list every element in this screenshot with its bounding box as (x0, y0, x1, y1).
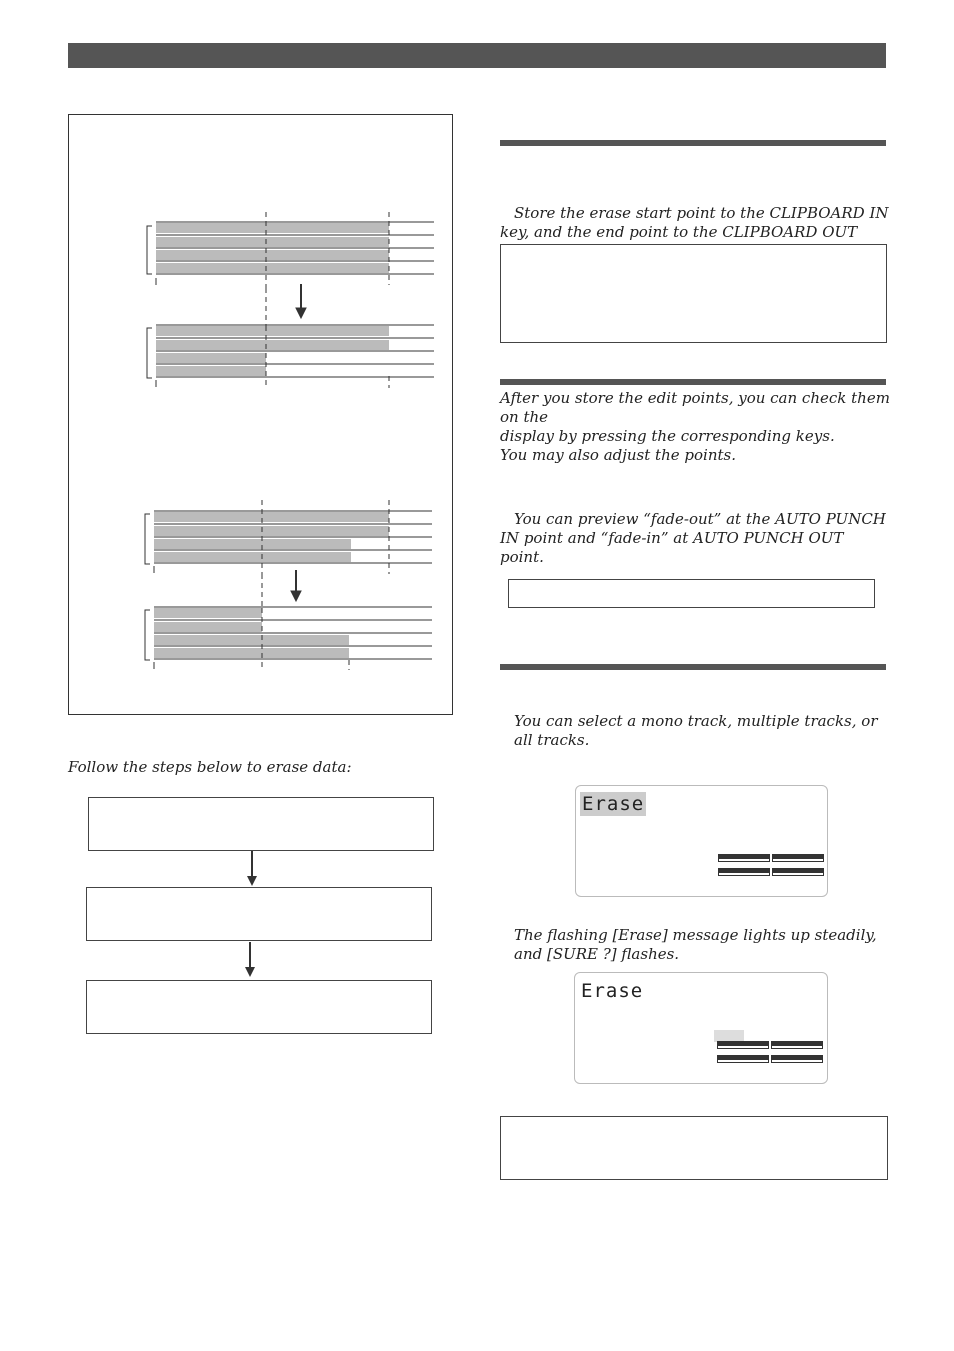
erase-diagram (68, 114, 454, 716)
diagram2-before (145, 500, 432, 574)
lcd-erase-label: Erase (582, 793, 645, 815)
step-arrow-2 (242, 942, 258, 979)
edit-points-paragraph: After you store the edit points, you can check them on the display by pressing the corresponding keys. You may also adjust the points. (500, 389, 890, 464)
lcd-track-meter (717, 1055, 769, 1063)
step-box-1 (88, 797, 434, 851)
lcd-track-meter (717, 1041, 769, 1049)
lcd-track-meter (772, 868, 824, 876)
lcd-track-meter (771, 1041, 823, 1049)
diagram1-after (147, 325, 434, 388)
preview-paragraph: You can preview “fade-out” at the AUTO PUNCH IN point and “fade-in” at AUTO PUNCH OUT point. (500, 510, 886, 566)
note-box-1 (500, 244, 887, 343)
lcd-track-meter (772, 854, 824, 862)
flashing-paragraph: The flashing [Erase] message lights up steadily, and [SURE ?] flashes. (514, 926, 877, 963)
lcd-track-meter (718, 854, 770, 862)
lcd-track-meter (718, 868, 770, 876)
note-box-2 (508, 579, 875, 608)
diagram1-before (147, 212, 434, 288)
step-arrow-1 (244, 851, 260, 888)
lcd-display-2 (574, 972, 828, 1084)
lcd-track-meter (771, 1055, 823, 1063)
section-rule-1 (500, 140, 886, 146)
lcd-erase-label: Erase (581, 980, 644, 1002)
note-box-3 (500, 1116, 888, 1180)
step-box-2 (86, 887, 432, 941)
lcd-display-1 (575, 785, 828, 897)
header-bar (68, 43, 886, 68)
section-rule-3 (500, 664, 886, 670)
track-select-paragraph: You can select a mono track, multiple tracks, or all tracks. (514, 712, 878, 749)
steps-intro: Follow the steps below to erase data: (68, 758, 352, 776)
section-rule-2 (500, 379, 886, 385)
clipboard-paragraph: Store the erase start point to the CLIPBOARD IN key, and the end point to the CLIPBOARD OUT (500, 204, 889, 241)
diagram2-after (145, 607, 432, 670)
step-box-3 (86, 980, 432, 1034)
